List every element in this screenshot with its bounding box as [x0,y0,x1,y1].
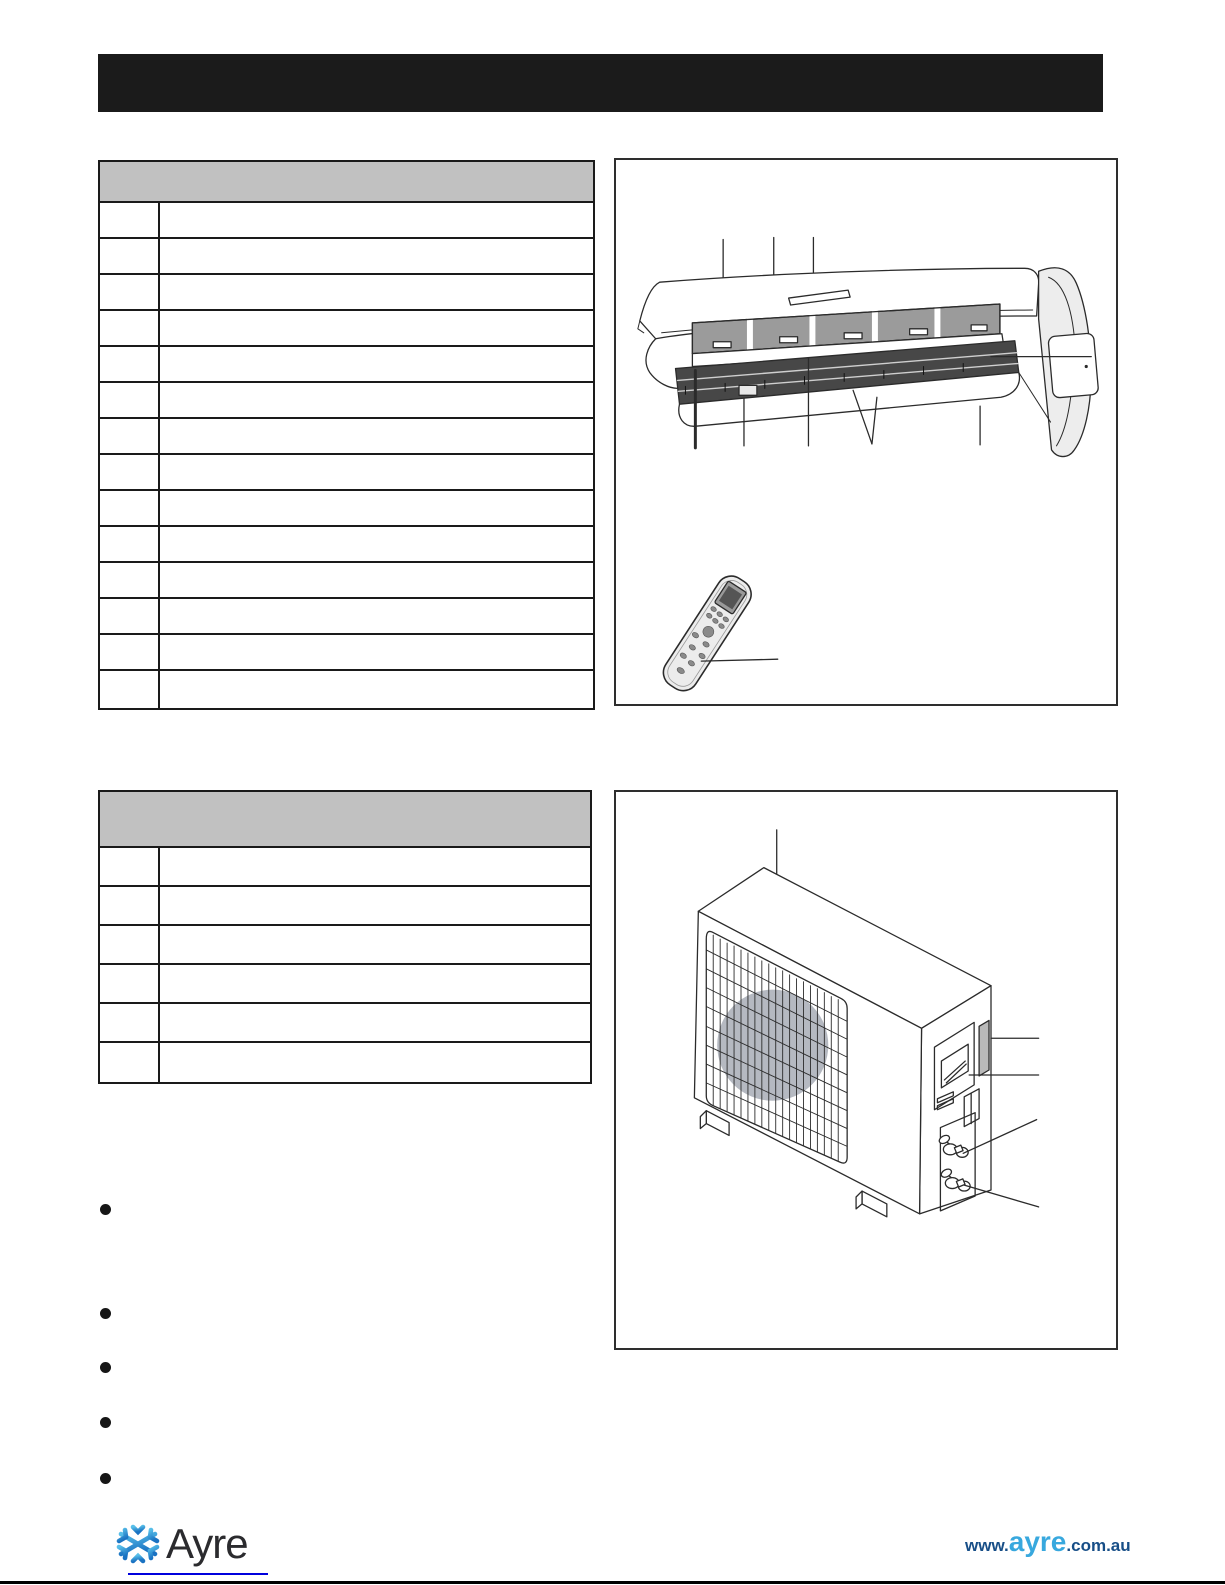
bullet-point [100,1204,111,1215]
part-number-cell [100,419,160,453]
part-name-cell [160,671,593,708]
logo-link-underline[interactable] [128,1573,268,1575]
part-number-cell [100,311,160,345]
outdoor-parts-table-header [100,792,590,848]
part-number-cell [100,455,160,489]
brand-logo-link[interactable] [112,1518,248,1570]
side-vent-panel [979,1020,989,1076]
website-suffix: .com.au [1066,1536,1131,1555]
part-number-cell [100,1043,160,1082]
side-end-cap [1039,268,1099,457]
table-row [100,239,593,275]
website-prefix: www. [965,1536,1009,1555]
table-row [100,455,593,491]
part-number-cell [100,383,160,417]
bullet-point [100,1362,111,1373]
indoor-unit-illustration [616,160,1116,704]
table-row [100,347,593,383]
part-number-cell [100,347,160,381]
part-name-cell [160,965,590,1002]
outdoor-parts-table-body [100,848,590,1082]
part-name-cell [160,599,593,633]
table-row [100,887,590,926]
part-name-cell [160,239,593,273]
table-row [100,848,590,887]
part-name-cell [160,491,593,525]
brand-name: Ayre [166,1520,248,1567]
part-name-cell [160,926,590,963]
table-row [100,491,593,527]
part-number-cell [100,527,160,561]
bullet-point [100,1417,111,1428]
bullet-point [100,1308,111,1319]
indoor-parts-table-header [100,162,593,203]
part-name-cell [160,887,590,924]
table-row [100,563,593,599]
table-row [100,527,593,563]
table-row [100,599,593,635]
indoor-parts-table [98,160,595,710]
table-row [100,965,590,1004]
part-number-cell [100,887,160,924]
table-row [100,671,593,708]
part-name-cell [160,527,593,561]
indoor-unit-body [646,304,1051,426]
remote-callout-line [701,659,777,661]
part-name-cell [160,203,593,237]
part-name-cell [160,1004,590,1041]
table-row [100,419,593,455]
part-name-cell [160,311,593,345]
snowflake-icon [112,1518,164,1570]
table-row [100,1043,590,1082]
part-number-cell [100,599,160,633]
indoor-unit-diagram-frame [614,158,1118,706]
outdoor-unit-illustration [616,792,1116,1348]
page-bottom-rule [0,1581,1225,1584]
indoor-parts-table-body [100,203,593,708]
outdoor-unit-diagram-frame [614,790,1118,1350]
part-number-cell [100,203,160,237]
part-name-cell [160,383,593,417]
part-name-cell [160,275,593,309]
outdoor-parts-table [98,790,592,1084]
part-number-cell [100,965,160,1002]
part-name-cell [160,419,593,453]
table-row [100,203,593,239]
remote-control-illustration [658,570,757,696]
page-title-bar [98,54,1103,112]
part-number-cell [100,1004,160,1041]
part-number-cell [100,275,160,309]
part-name-cell [160,1043,590,1082]
part-name-cell [160,848,590,885]
part-number-cell [100,563,160,597]
part-name-cell [160,347,593,381]
website-brand: ayre [1008,1526,1067,1557]
website-link[interactable] [965,1526,1131,1558]
part-number-cell [100,239,160,273]
part-number-cell [100,926,160,963]
table-row [100,275,593,311]
table-row [100,311,593,347]
part-name-cell [160,455,593,489]
table-row [100,1004,590,1043]
part-number-cell [100,671,160,708]
bullet-point [100,1473,111,1484]
part-name-cell [160,635,593,669]
table-row [100,926,590,965]
part-number-cell [100,635,160,669]
table-row [100,635,593,671]
part-number-cell [100,848,160,885]
part-number-cell [100,491,160,525]
part-name-cell [160,563,593,597]
table-row [100,383,593,419]
